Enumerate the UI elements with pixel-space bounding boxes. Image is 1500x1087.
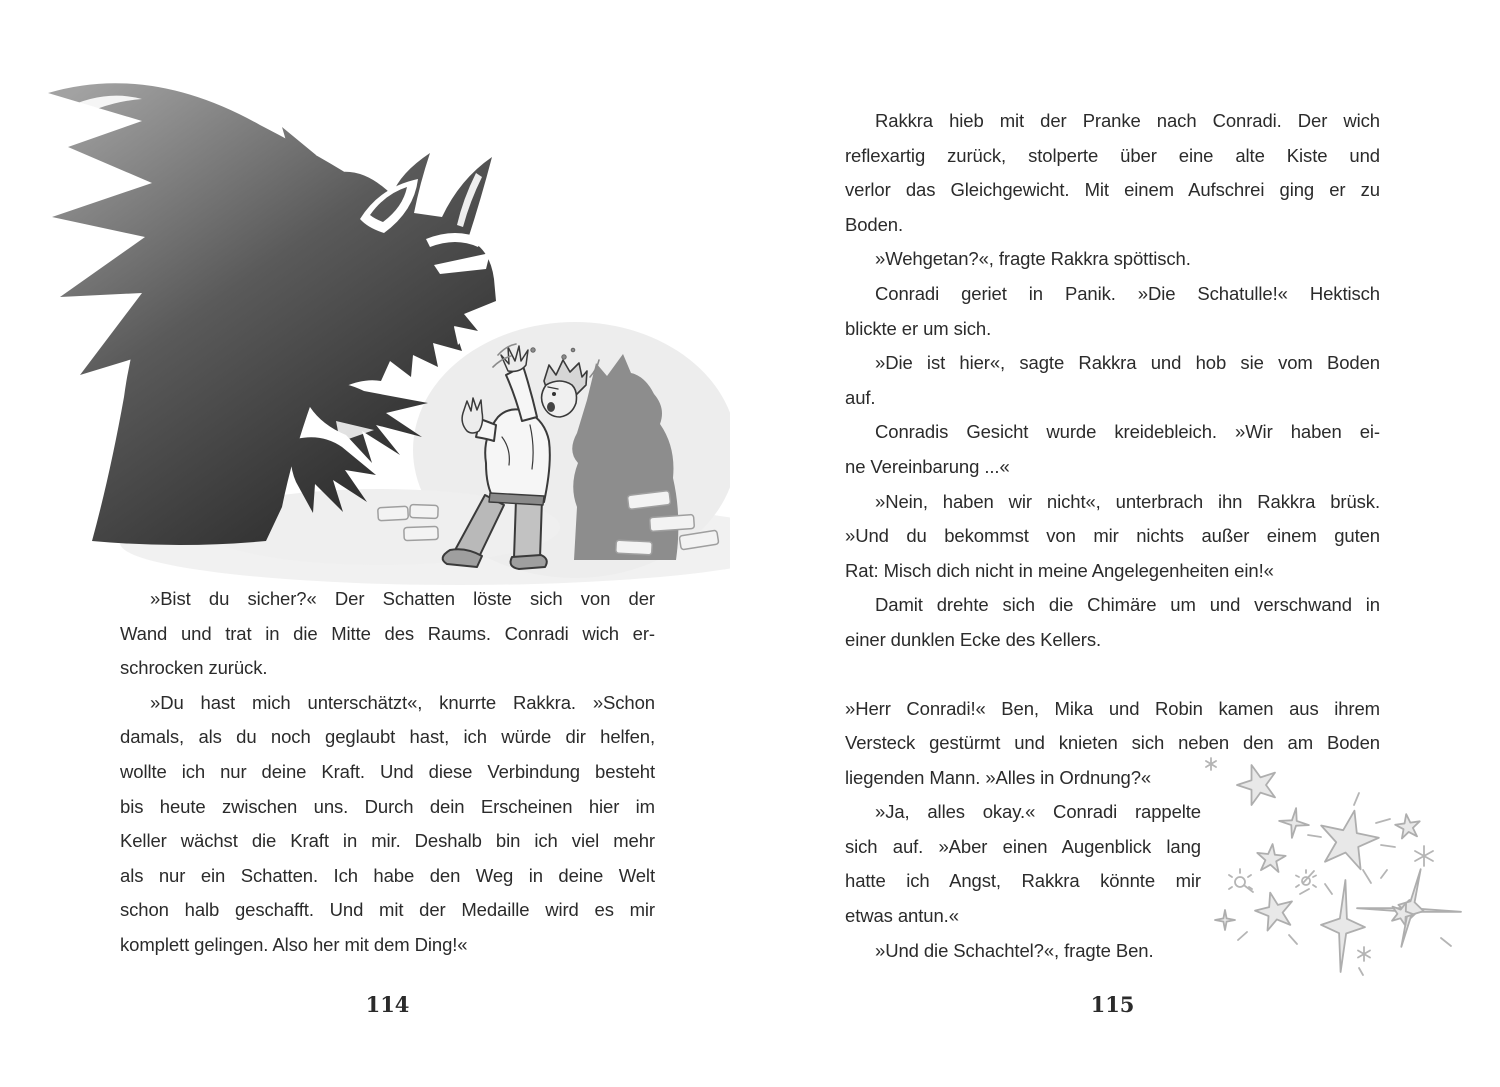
sparkle-stars-illustration <box>1205 742 1475 1002</box>
text-line: ne Vereinbarung ...« <box>845 455 1010 477</box>
text-line: blickte er um sich. <box>845 317 992 339</box>
text-line: »Die ist hier«, sagte Rakkra und hob sie vom Boden <box>875 352 1380 374</box>
text-line: komplett gelingen. Also her mit dem Ding!« <box>120 933 468 955</box>
text-line: wollte ich nur deine Kraft. Und diese Verbindung besteht <box>120 760 655 782</box>
text-line: schon halb geschafft. Und mit der Medaille wird es mir <box>120 899 655 921</box>
chimera-shadow-illustration <box>30 55 730 585</box>
text-line: bis heute zwischen uns. Durch dein Erscheinen hier im <box>120 795 655 817</box>
page-number-right: 115 <box>1090 992 1135 1017</box>
text-line: »Du hast mich unterschätzt«, knurrte Rakkra. »Schon <box>150 691 655 713</box>
text-line: »Nein, haben wir nicht«, unterbrach ihn Rakkra brüsk. <box>875 490 1380 512</box>
text-line: sich auf. »Aber einen Augenblick lang <box>845 835 1201 857</box>
text-line: liegenden Mann. »Alles in Ordnung?« <box>845 766 1152 788</box>
text-line: damals, als du noch geglaubt hast, ich würde dir helfen, <box>120 726 655 748</box>
text-line: als nur ein Schatten. Ich habe den Weg in deine Welt <box>120 864 655 886</box>
text-line: »Ja, alles okay.« Conradi rappelte <box>875 801 1201 823</box>
text-line: etwas antun.« <box>845 905 959 927</box>
text-line: Rakkra hieb mit der Pranke nach Conradi. Der wich <box>875 110 1380 131</box>
page-number-left: 114 <box>365 992 410 1017</box>
text-line: »Und du bekommst von mir nichts außer einem guten <box>845 525 1380 547</box>
text-line: reflexartig zurück, stolperte über eine alte Kiste und <box>845 144 1380 166</box>
text-line: »Bist du sicher?« Der Schatten löste sich von der <box>150 588 655 609</box>
text-line: Conradi geriet in Panik. »Die Schatulle!« Hektisch <box>875 282 1380 304</box>
text-line: Keller wächst die Kraft in mir. Deshalb bin ich viel mehr <box>120 830 655 852</box>
text-line: einer dunklen Ecke des Kellers. <box>845 628 1102 650</box>
text-line: schrocken zurück. <box>120 657 268 679</box>
text-line: Conradis Gesicht wurde kreidebleich. »Wir haben ei- <box>875 421 1380 443</box>
text-line: Wand und trat in die Mitte des Raums. Conradi wich er- <box>120 622 655 644</box>
text-line: verlor das Gleichgewicht. Mit einem Aufschrei ging er zu <box>845 179 1380 201</box>
page-right <box>750 0 1500 1087</box>
text-line: Rat: Misch dich nicht in meine Angelegenheiten ein!« <box>845 559 1274 581</box>
text-line: Boden. <box>845 213 904 235</box>
text-line: »Und die Schachtel?«, fragte Ben. <box>875 939 1154 961</box>
text-line: Versteck gestürmt und knieten sich neben den am Boden <box>845 732 1380 754</box>
text-line: »Herr Conradi!« Ben, Mika und Robin kamen aus ihrem <box>845 697 1380 719</box>
text-line: hatte ich Angst, Rakkra könnte mir <box>845 870 1201 892</box>
text-line: Damit drehte sich die Chimäre um und verschwand in <box>875 594 1380 616</box>
left-page-text <box>120 582 655 963</box>
sparkle-accents <box>1206 758 1451 975</box>
text-line: »Wehgetan?«, fragte Rakkra spöttisch. <box>875 248 1191 270</box>
text-line: auf. <box>845 386 876 408</box>
